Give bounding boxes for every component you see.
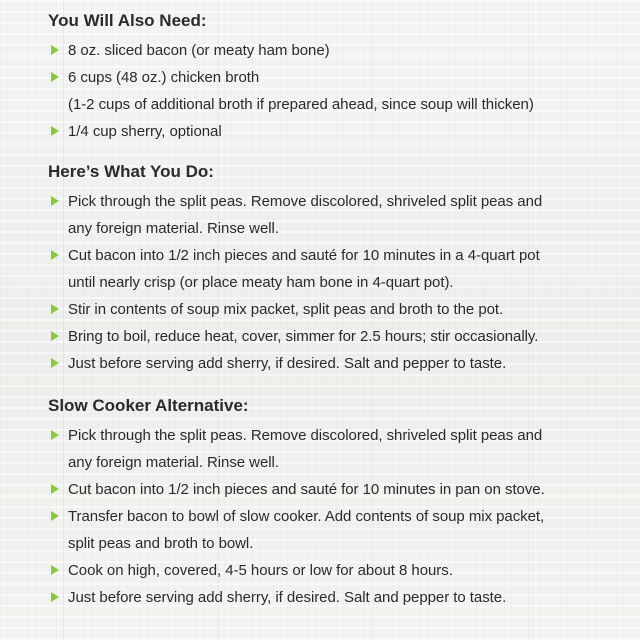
item-line: Cut bacon into 1/2 inch pieces and sauté for 10 minutes in a 4-quart pot <box>68 247 540 264</box>
section-what-you-do <box>48 161 640 377</box>
list-item <box>48 476 640 503</box>
triangle-bullet-icon <box>51 430 59 440</box>
list-item <box>48 64 640 118</box>
list-item <box>48 37 640 64</box>
item-line: Cut bacon into 1/2 inch pieces and sauté for 10 minutes in pan on stove. <box>68 481 545 498</box>
triangle-bullet-icon <box>51 592 59 602</box>
item-text: 1/4 cup sherry, optional <box>68 123 222 140</box>
spacer <box>48 377 640 395</box>
section-also-need <box>48 10 640 145</box>
triangle-bullet-icon <box>51 45 59 55</box>
list-item <box>48 118 640 145</box>
item-line: Cook on high, covered, 4-5 hours or low for about 8 hours. <box>68 562 453 579</box>
item-line: Bring to boil, reduce heat, cover, simmer for 2.5 hours; stir occasionally. <box>68 328 539 345</box>
section-heading: Slow Cooker Alternative: <box>48 396 249 415</box>
triangle-bullet-icon <box>51 358 59 368</box>
section-heading: Here’s What You Do: <box>48 162 214 181</box>
triangle-bullet-icon <box>51 565 59 575</box>
item-line: Just before serving add sherry, if desired. Salt and pepper to taste. <box>68 589 507 606</box>
item-text: 8 oz. sliced bacon (or meaty ham bone) <box>68 42 330 59</box>
triangle-bullet-icon <box>51 331 59 341</box>
item-line: until nearly crisp (or place meaty ham bone in 4-quart pot). <box>68 274 454 291</box>
step-list <box>48 188 640 377</box>
item-line: any foreign material. Rinse well. <box>68 220 279 237</box>
list-item <box>48 188 640 242</box>
list-item <box>48 422 640 476</box>
triangle-bullet-icon <box>51 72 59 82</box>
step-list <box>48 422 640 611</box>
spacer <box>48 145 640 161</box>
list-item <box>48 242 640 296</box>
item-line: Stir in contents of soup mix packet, split peas and broth to the pot. <box>68 301 504 318</box>
list-item <box>48 584 640 611</box>
item-line: split peas and broth to bowl. <box>68 535 254 552</box>
item-line: Just before serving add sherry, if desired. Salt and pepper to taste. <box>68 355 507 372</box>
ingredient-list <box>48 37 640 145</box>
item-line: Transfer bacon to bowl of slow cooker. Add contents of soup mix packet, <box>68 508 545 525</box>
list-item <box>48 557 640 584</box>
list-item <box>48 296 640 323</box>
list-item <box>48 350 640 377</box>
triangle-bullet-icon <box>51 126 59 136</box>
item-text: 6 cups (48 oz.) chicken broth <box>68 69 260 86</box>
item-line: Pick through the split peas. Remove discolored, shriveled split peas and <box>68 193 543 210</box>
triangle-bullet-icon <box>51 250 59 260</box>
item-note: (1-2 cups of additional broth if prepared ahead, since soup will thicken) <box>68 96 534 113</box>
list-item <box>48 323 640 350</box>
triangle-bullet-icon <box>51 304 59 314</box>
item-line: any foreign material. Rinse well. <box>68 454 279 471</box>
triangle-bullet-icon <box>51 511 59 521</box>
section-heading: You Will Also Need: <box>48 11 207 30</box>
section-slow-cooker <box>48 395 640 611</box>
list-item <box>48 503 640 557</box>
triangle-bullet-icon <box>51 196 59 206</box>
item-line: Pick through the split peas. Remove discolored, shriveled split peas and <box>68 427 543 444</box>
triangle-bullet-icon <box>51 484 59 494</box>
